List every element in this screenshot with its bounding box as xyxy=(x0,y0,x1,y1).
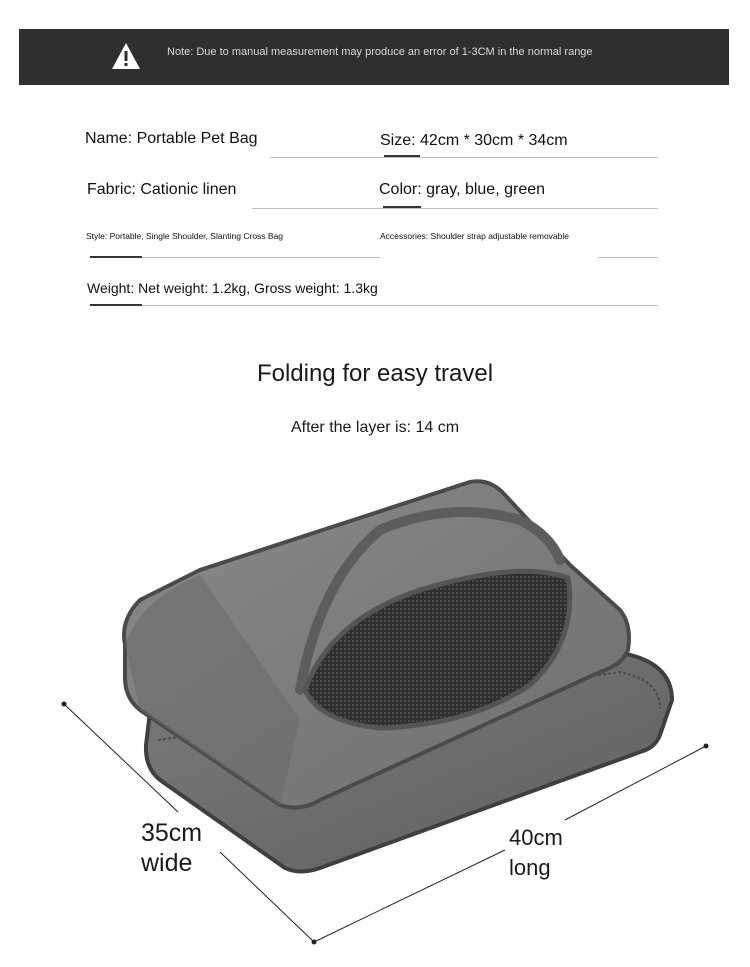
length-value: 40cm xyxy=(509,825,563,850)
spec-style: Style: Portable, Single Shoulder, Slanting Cross Bag xyxy=(86,231,284,241)
spec-weight: Weight: Net weight: 1.2kg, Gross weight: 1.3kg xyxy=(87,280,378,296)
width-label xyxy=(141,818,202,878)
notice-text: Note: Due to manual measurement may produce an error of 1-3CM in the normal range xyxy=(167,46,593,58)
length-word: long xyxy=(509,855,551,880)
spec-size: Size: 42cm * 30cm * 34cm xyxy=(380,132,568,149)
width-value: 35cm xyxy=(141,819,203,847)
spec-accessories: Accessories: Shoulder strap adjustable removable xyxy=(380,231,569,241)
spec-name: Name: Portable Pet Bag xyxy=(85,130,258,147)
spec-color: Color: gray, blue, green xyxy=(379,181,546,198)
width-word: wide xyxy=(141,849,193,877)
section-subtitle: After the layer is: 14 cm xyxy=(290,419,460,436)
section-title: Folding for easy travel xyxy=(256,360,494,387)
length-label xyxy=(509,823,563,883)
spec-fabric: Fabric: Cationic linen xyxy=(87,181,237,198)
